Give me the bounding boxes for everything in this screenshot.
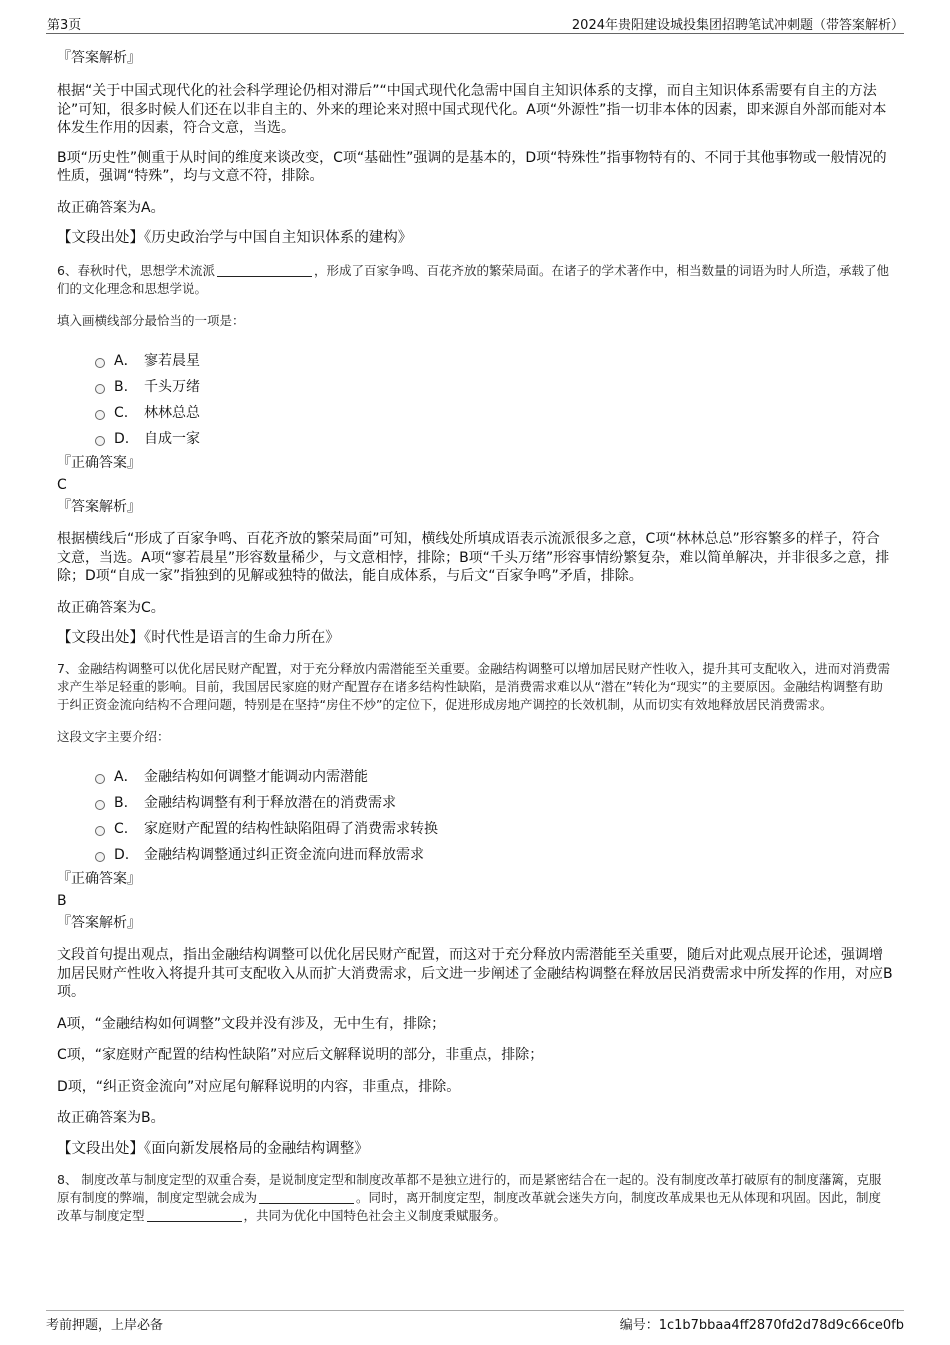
radio-icon[interactable]: [95, 826, 105, 836]
radio-icon[interactable]: [95, 410, 105, 420]
correct-answer: C: [57, 477, 67, 493]
question-prompt: 这段文字主要介绍：: [57, 729, 170, 744]
analysis-paragraph: B项“历史性”侧重于从时间的维度来谈改变，C项“基础性”强调的是基本的，D项“特殊性”指事物特有的、不同于其他事物或一般情况的性质，强调“特殊”，均与文意不符，排除。: [57, 149, 887, 184]
analysis-paragraph: A项，“金融结构如何调整”文段并没有涉及，无中生有，排除；: [57, 1015, 446, 1032]
correct-answer: B: [57, 893, 67, 909]
radio-icon[interactable]: [95, 852, 105, 862]
page-number: 第3页: [47, 18, 82, 33]
footer-divider: [46, 1310, 904, 1311]
option-c[interactable]: C. 家庭财产配置的结构性缺陷阻碍了消费需求转换: [95, 816, 893, 842]
radio-icon[interactable]: [95, 384, 105, 394]
analysis-label: 『答案解析』: [57, 499, 141, 515]
analysis-paragraph: 根据“关于中国式现代化的社会科学理论仍相对滞后”“中国式现代化急需中国自主知识体系的支撑，而自主知识体系需要有自主的方法论”可知，很多时候人们还在以非自主的、外来的理论来对照中国式现代化。A项“外源性”指一切非本体的因素，即来源自外部而能对本体发生作用的因素，符合文意，当选。: [57, 83, 887, 136]
fill-blank: [259, 1191, 354, 1204]
header-divider: [46, 33, 904, 34]
question-8-text: 8、 制度改革与制度定型的双重合奏，是说制度定型和制度改革都不是独立进行的，而是紧密结合在一起的。没有制度改革打破原有的制度藩篱，克服原有制度的弊端，制度定型就会成为 。同时，离开制度定型，制度改革就会迷失方向，制度改革成果也无从体现和巩固。因此，制度改革与制度定型 ，共同为优化中国特色社会主义制度秉赋服务。: [57, 1171, 882, 1223]
answer-label: 『正确答案』: [57, 455, 141, 471]
document-id: 编号：1c1b7bbaa4ff2870fd2d78d9c66ce0fb: [619, 1318, 904, 1333]
analysis-label: 『答案解析』: [57, 50, 141, 66]
analysis-paragraph: 文段首句提出观点，指出金融结构调整可以优化居民财产配置，而这对于充分释放内需潜能至关重要，随后对此观点展开论述，强调增加居民财产性收入将提升其可支配收入从而扩大消费需求，后文进一步阐述了金融结构调整在释放居民消费需求中所发挥的作用，对应B项。: [57, 947, 893, 1000]
fill-blank: [217, 264, 312, 277]
option-b[interactable]: B. 金融结构调整有利于释放潜在的消费需求: [95, 790, 893, 816]
option-d[interactable]: D. 自成一家: [95, 426, 893, 452]
radio-icon[interactable]: [95, 774, 105, 784]
footer-slogan: 考前押题，上岸必备: [46, 1318, 164, 1333]
source-citation: 【文段出处】《时代性是语言的生命力所在》: [57, 630, 340, 646]
option-a[interactable]: A． 寥若晨星: [95, 348, 893, 374]
document-title: 2024年贵阳建设城投集团招聘笔试冲刺题（带答案解析）: [571, 18, 904, 33]
option-b[interactable]: B. 千头万绪: [95, 374, 893, 400]
analysis-conclusion: 故正确答案为A。: [57, 199, 165, 216]
question-6-text: 6、春秋时代，思想学术流派 ，形成了百家争鸣、百花齐放的繁荣局面。在诸子的学术著作中，相当数量的词语为时人所造，承载了他们的文化理念和思想学说。: [57, 263, 889, 296]
question-7-text: 7、金融结构调整可以优化居民财产配置，对于充分释放内需潜能至关重要。金融结构调整可以增加居民财产性收入，提升其可支配收入，进而对消费需求产生举足轻重的影响。目前，我国居民家庭的财产配置存在诸多结构性缺陷，是消费需求难以从“潜在”转化为“现实”的主要原因。金融结构调整有助于纠正资金流向结构不合理问题，特别是在坚持“房住不炒”的定位下，促进形成房地产调控的长效机制，从而切实有效地释放居民消费需求。: [57, 661, 890, 712]
source-citation: 【文段出处】《历史政治学与中国自主知识体系的建构》: [57, 230, 413, 246]
question-prompt: 填入画横线部分最恰当的一项是：: [57, 313, 245, 328]
analysis-paragraph: C项，“家庭财产配置的结构性缺陷”对应后文解释说明的部分，非重点，排除；: [57, 1047, 544, 1063]
analysis-conclusion: 故正确答案为B。: [57, 1110, 165, 1126]
analysis-conclusion: 故正确答案为C。: [57, 599, 165, 616]
radio-icon[interactable]: [95, 358, 105, 368]
option-d[interactable]: D. 金融结构调整通过纠正资金流向进而释放需求: [95, 842, 893, 868]
answer-label: 『正确答案』: [57, 871, 141, 887]
fill-blank: [147, 1209, 242, 1222]
radio-icon[interactable]: [95, 800, 105, 810]
question-7-options: [95, 764, 893, 868]
question-6-options: [95, 348, 893, 452]
option-a[interactable]: A． 金融结构如何调整才能调动内需潜能: [95, 764, 893, 790]
document-body: [57, 44, 893, 1225]
analysis-paragraph: 根据横线后“形成了百家争鸣、百花齐放的繁荣局面”可知，横线处所填成语表示流派很多之意，C项“林林总总”形容繁多的样子，符合文意，当选。A项“寥若晨星”形容数量稀少，与文意相悖，排除；B项“千头万绪”形容事情纷繁复杂，难以简单解决，并非很多之意，排除；D项“自成一家”指独到的见解或独特的做法，能自成体系，与后文“百家争鸣”矛盾，排除。: [57, 531, 890, 584]
analysis-paragraph: D项，“纠正资金流向”对应尾句解释说明的内容，非重点，排除。: [57, 1078, 461, 1095]
option-c[interactable]: C. 林林总总: [95, 400, 893, 426]
radio-icon[interactable]: [95, 436, 105, 446]
source-citation: 【文段出处】《面向新发展格局的金融结构调整》: [57, 1140, 369, 1157]
page-header: [0, 0, 950, 40]
analysis-label: 『答案解析』: [57, 915, 141, 931]
